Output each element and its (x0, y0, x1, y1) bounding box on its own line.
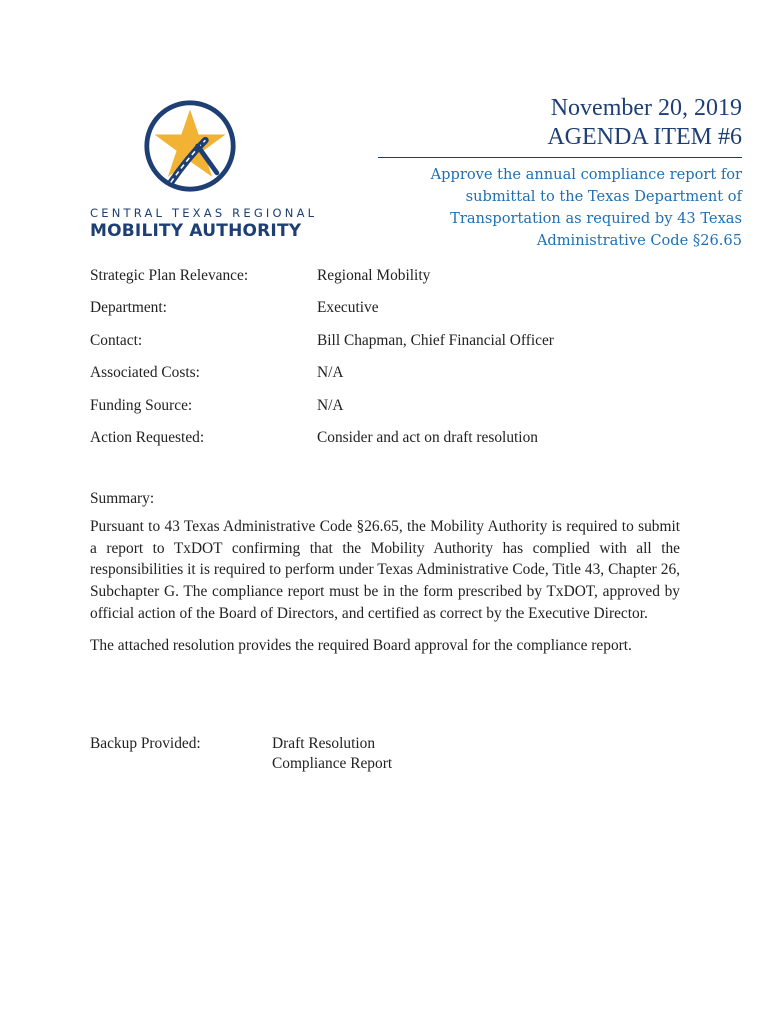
field-contact (90, 332, 690, 364)
field-value: Regional Mobility (317, 267, 431, 284)
title-line: Transportation as required by 43 Texas (450, 210, 742, 227)
agenda-header (362, 94, 742, 252)
summary-paragraph: Pursuant to 43 Texas Administrative Code §26.65, the Mobility Authority is required to submit a report to TxDOT confirming that the Mobility Authority has complied with all the responsibilities it is required to perform under Texas Administrative Code, Title 43, Chapter 26, Subchapter G. The compliance report must be in the form prescribed by TxDOT, approved by official action of the Board of Directors, and certified as correct by the Executive Director. (90, 517, 680, 622)
field-value: Executive (317, 299, 379, 317)
field-value: N/A (317, 364, 344, 382)
field-label: Contact: (90, 331, 143, 349)
summary-heading: Summary: (90, 490, 155, 507)
field-strategic-plan (90, 267, 690, 299)
title-line: submittal to the Texas Department of (465, 188, 742, 205)
agenda-details (90, 267, 690, 461)
field-label: Funding Source: (90, 396, 193, 414)
field-associated-costs (90, 364, 690, 396)
organization-logo (90, 98, 318, 241)
header-divider (378, 157, 742, 158)
summary-paragraph: The attached resolution provides the required Board approval for the compliance report. (90, 636, 632, 654)
field-label: Strategic Plan Relevance: (90, 267, 249, 284)
star-road-emblem-icon (142, 98, 238, 194)
summary-section (90, 488, 680, 667)
title-line: Administrative Code §26.65 (536, 232, 742, 249)
backup-heading: Backup Provided: (90, 735, 201, 752)
backup-item: Compliance Report (272, 755, 393, 772)
backup-list (272, 734, 392, 774)
field-value: Consider and act on draft resolution (317, 428, 538, 446)
logo-text-line2: MOBILITY AUTHORITY (90, 221, 302, 241)
agenda-item-title (362, 164, 742, 252)
field-funding-source (90, 397, 690, 429)
field-action-requested (90, 429, 690, 461)
field-label: Associated Costs: (90, 364, 200, 382)
agenda-item-number: AGENDA ITEM #6 (547, 124, 742, 150)
backup-item: Draft Resolution (272, 735, 376, 752)
field-value: Bill Chapman, Chief Financial Officer (317, 331, 554, 349)
field-value: N/A (317, 396, 344, 414)
field-label: Department: (90, 299, 167, 317)
title-line: Approve the annual compliance report for (430, 166, 742, 183)
field-label: Action Requested: (90, 428, 205, 446)
meeting-date: November 20, 2019 (550, 95, 742, 121)
logo-text-line1: CENTRAL TEXAS REGIONAL (90, 206, 318, 220)
field-department (90, 299, 690, 331)
